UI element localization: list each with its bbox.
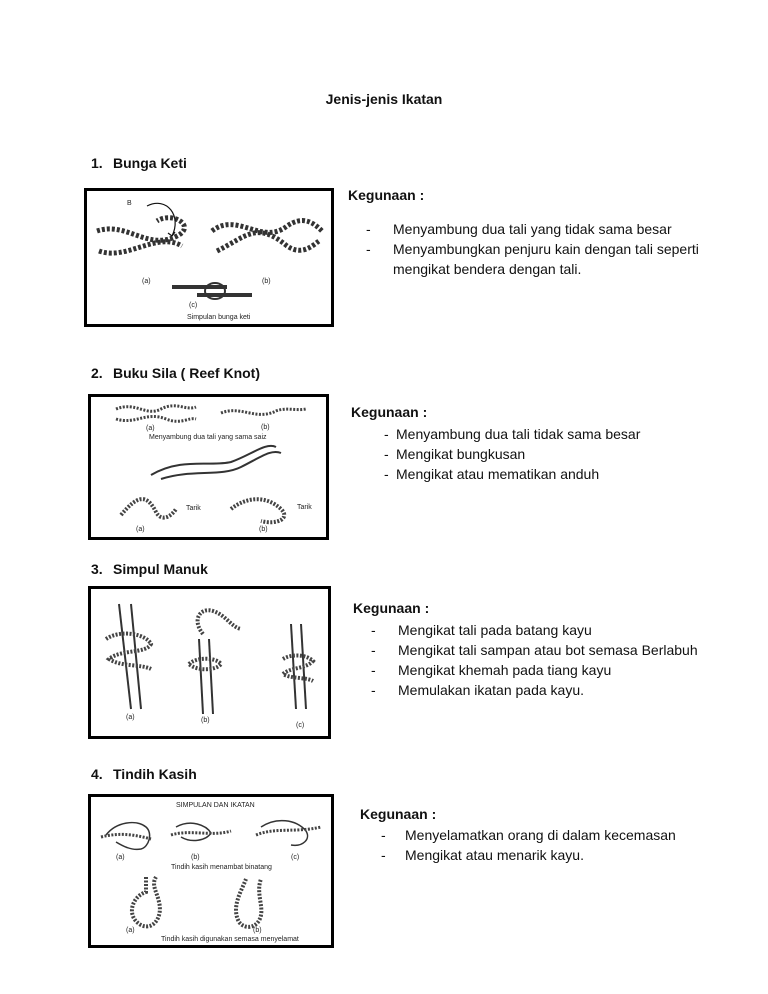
usage-list [381, 825, 701, 865]
usage-item: - Mengikat bungkusan [384, 446, 526, 462]
figure-caption: Menyambung dua tali yang sama saiz [149, 434, 267, 441]
usage-list [366, 219, 706, 279]
figure-label: (c) [296, 722, 305, 729]
figure-label: (a) [116, 854, 125, 861]
figure-caption: Tindih kasih menambat binatang [171, 864, 272, 871]
bunga-keti-illustration [84, 188, 334, 327]
section-title: Tindih Kasih [113, 766, 197, 782]
figure-label: (b) [201, 717, 210, 724]
buku-sila-drawing [91, 397, 326, 537]
figure-label: (c) [189, 302, 198, 309]
usage-list [384, 424, 714, 484]
figure-label: (a) [136, 526, 145, 533]
tindih-kasih-drawing [91, 797, 331, 945]
figure-label: (c) [291, 854, 300, 861]
figure-label: (b) [261, 424, 270, 431]
page-title: Jenis-jenis Ikatan [325, 91, 443, 107]
section-1-heading [91, 155, 187, 171]
section-4-heading [91, 766, 197, 782]
figure-label: (a) [126, 927, 135, 934]
usage-item: - Memulakan ikatan pada kayu. [371, 682, 584, 698]
usage-title: Kegunaan : [360, 806, 437, 822]
section-title: Buku Sila ( Reef Knot) [113, 365, 261, 381]
figure-label: (a) [126, 714, 135, 721]
figure-label: SIMPULAN DAN IKATAN [176, 802, 255, 809]
simpul-manuk-drawing [91, 589, 328, 736]
usage-item: - Menyambungkan penjuru kain dengan tali seperti mengikat bendera dengan tali. [366, 241, 699, 277]
usage-title: Kegunaan : [353, 600, 430, 616]
usage-item: - Menyelamatkan orang di dalam kecemasan [381, 827, 676, 843]
section-3-heading [91, 561, 208, 577]
figure-label: (a) [142, 278, 151, 285]
figure-label: (a) [146, 425, 155, 432]
bunga-keti-drawing [87, 191, 331, 324]
tindih-kasih-illustration [88, 794, 334, 948]
usage-title: Kegunaan : [348, 187, 425, 203]
figure-label: (b) [253, 927, 262, 934]
figure-label: B [127, 200, 132, 207]
section-number: 2. [91, 365, 103, 381]
figure-label: Tarik [297, 504, 312, 511]
simpul-manuk-illustration [88, 586, 331, 739]
figure-label: (b) [191, 854, 200, 861]
usage-item: - Mengikat atau mematikan anduh [384, 466, 600, 482]
section-title: Simpul Manuk [113, 561, 208, 577]
usage-title: Kegunaan : [351, 404, 428, 420]
usage-item: - Menyambung dua tali tidak sama besar [384, 426, 641, 442]
usage-item: - Menyambung dua tali yang tidak sama besar [366, 221, 672, 237]
figure-caption: Tindih kasih digunakan semasa menyelamat [161, 936, 299, 943]
figure-label: (b) [259, 526, 268, 533]
figure-label: Tarik [186, 505, 201, 512]
section-number: 1. [91, 155, 103, 171]
figure-caption: Simpulan bunga keti [187, 314, 251, 321]
usage-item: - Mengikat tali sampan atau bot semasa Berlabuh [371, 642, 698, 658]
section-number: 3. [91, 561, 103, 577]
usage-item: - Mengikat khemah pada tiang kayu [371, 662, 612, 678]
usage-list [371, 620, 711, 700]
section-2-heading [91, 365, 260, 381]
usage-item: - Mengikat atau menarik kayu. [381, 847, 584, 863]
figure-label: (b) [262, 278, 271, 285]
usage-item: - Mengikat tali pada batang kayu [371, 622, 592, 638]
buku-sila-illustration [88, 394, 329, 540]
section-title: Bunga Keti [113, 155, 187, 171]
section-number: 4. [91, 766, 103, 782]
